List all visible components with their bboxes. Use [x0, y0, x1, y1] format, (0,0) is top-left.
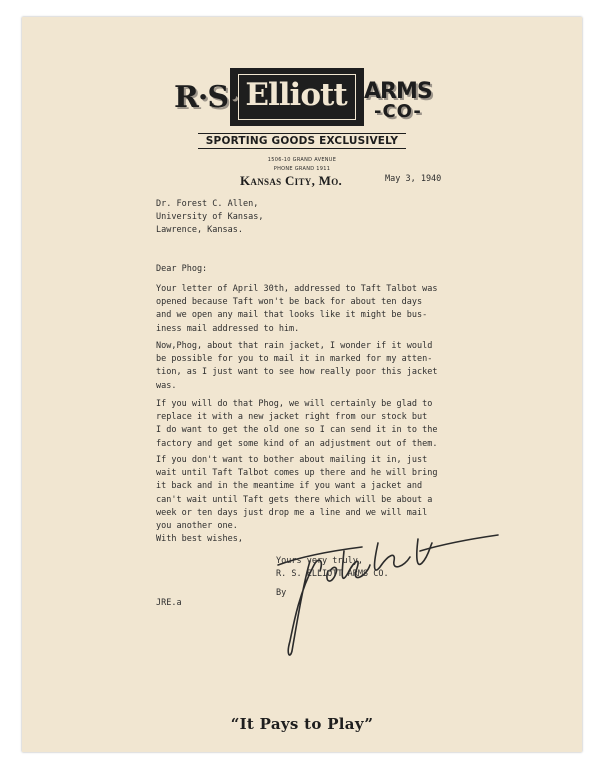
- salutation: Dear Phog:: [156, 264, 208, 274]
- phone-number: PHONE GRAND 1911: [273, 166, 331, 172]
- body-paragraph-4: If you don't want to bother about mailing it in, just wait until Taft Talbot comes up there and he will bring it back and in the meantime if you want a jacket and can't wait until Taft gets there which will be about a week or ten days just drop me a line and we will mail you another one.: [156, 455, 438, 532]
- body-paragraph-3: If you will do that Phog, we will certainly be glad to replace it with a new jacket right from our stock but I do want to get the old one so I can send it in to the factory and get some kind of an adjustment out of them.: [156, 399, 438, 449]
- body-paragraph-1: Your letter of April 30th, addressed to Taft Talbot was opened because Taft won't be back for about ten days and we open any mail that looks like it might be bus- iness mail addressed to him.: [156, 284, 438, 334]
- logo-arms-text: ARMS: [364, 79, 432, 104]
- typist-initials: JRE.a: [156, 598, 182, 608]
- logo-co-text: -CO-: [374, 101, 422, 122]
- company-tagline: SPORTING GOODS EXCLUSIVELY: [198, 133, 406, 149]
- footer-slogan: “It Pays to Play”: [230, 715, 374, 733]
- logo-rs-text: R·S·: [174, 80, 238, 115]
- street-address: 1506-10 GRAND AVENUE: [267, 157, 337, 163]
- signature-block: Yours very truly, R. S. ELLIOTT ARMS CO.: [276, 556, 389, 580]
- handwritten-signature: [270, 521, 500, 661]
- logo-elliott-text: Elliott: [245, 77, 347, 113]
- recipient-address: Dr. Forest C. Allen, University of Kansas, Lawrence, Kansas.: [156, 199, 264, 236]
- letterhead: [22, 17, 582, 217]
- closing-line: With best wishes,: [156, 534, 243, 544]
- by-line: By: [276, 588, 287, 598]
- city-line: Kansas City, Mo.: [240, 173, 343, 188]
- body-paragraph-2: Now,Phog, about that rain jacket, I wonder if it would be possible for you to mail it in marked for my atten- tion, as I just want to see how really poor this jacket was.: [156, 341, 438, 391]
- letter-page: [22, 17, 582, 752]
- letter-date: May 3, 1940: [385, 174, 442, 184]
